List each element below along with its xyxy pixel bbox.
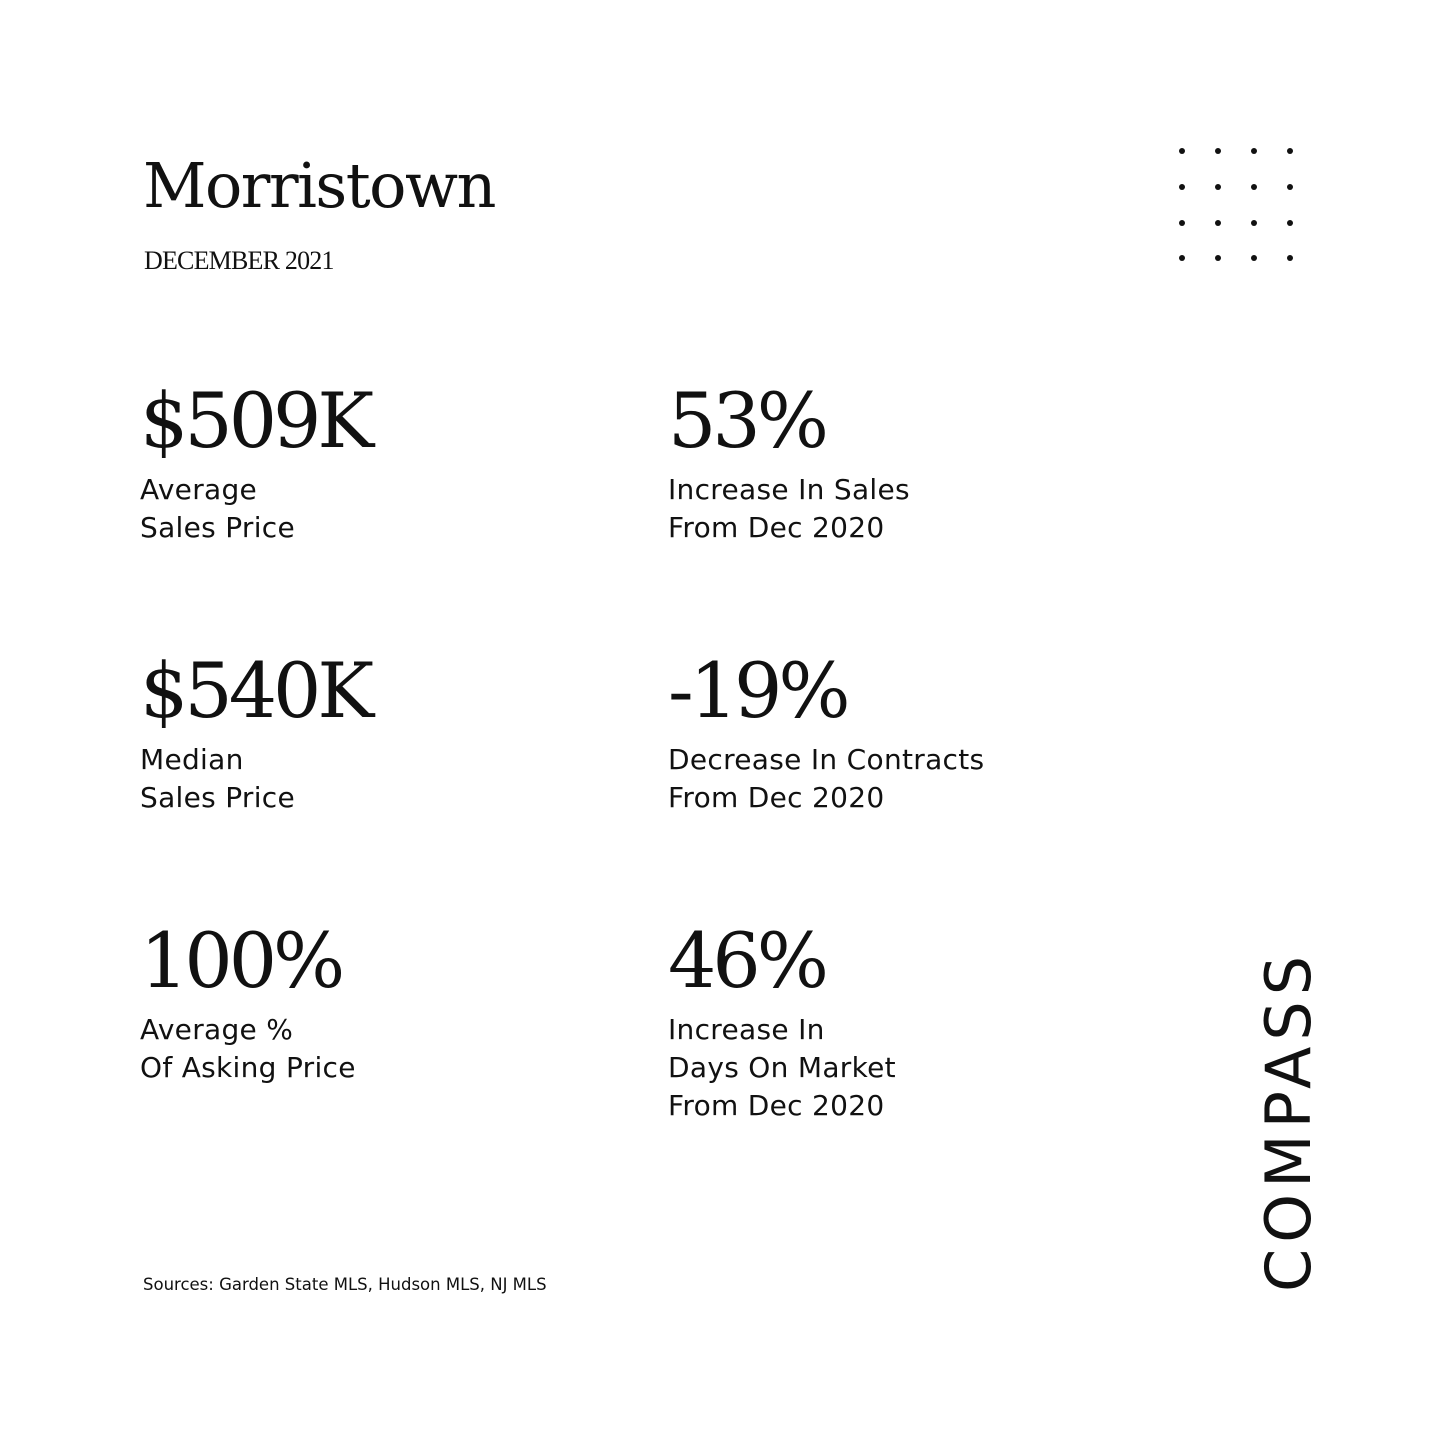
page-subtitle: DECEMBER 2021 [144,246,334,275]
stat-label-line: From Dec 2020 [668,781,885,814]
stat-label-line: From Dec 2020 [668,511,885,544]
stat-value: -19% [668,646,847,735]
stat-label-line: Average % [140,1013,294,1046]
dot-grid-icon [1176,145,1296,265]
stat-label [140,471,580,547]
stat-label-line: Sales Price [140,781,296,814]
stat-label-line: Sales Price [140,511,296,544]
stat-label-line: Median [140,743,244,776]
stat-value: 46% [668,916,825,1005]
stat-label-line: From Dec 2020 [668,1089,885,1122]
stat-label [668,741,1108,817]
stat-label [668,1011,1108,1125]
stat-median-sales-price [140,646,580,817]
stat-average-percent-of-asking [140,916,580,1087]
stat-increase-in-sales [668,376,1108,547]
stat-average-sales-price [140,376,580,547]
stat-label [140,1011,580,1087]
stat-increase-in-days-on-market [668,916,1108,1125]
stat-label-line: Decrease In Contracts [668,743,985,776]
stat-label [140,741,580,817]
stat-label-line: Days On Market [668,1051,896,1084]
compass-logo [1178,918,1348,1338]
stat-value: 100% [140,916,342,1005]
stat-label-line: Increase In Sales [668,473,910,506]
stat-decrease-in-contracts [668,646,1108,817]
stat-value: $540K [140,646,371,735]
stat-value: 53% [668,376,825,465]
page-title: Morristown [143,149,495,222]
sources-note: Sources: Garden State MLS, Hudson MLS, NJ MLS [143,1275,547,1294]
compass-logo-text: COMPASS [1252,949,1325,1292]
stat-value: $509K [140,376,371,465]
stat-label [668,471,1108,547]
stat-label-line: Average [140,473,258,506]
stat-label-line: Of Asking Price [140,1051,356,1084]
stat-label-line: Increase In [668,1013,825,1046]
